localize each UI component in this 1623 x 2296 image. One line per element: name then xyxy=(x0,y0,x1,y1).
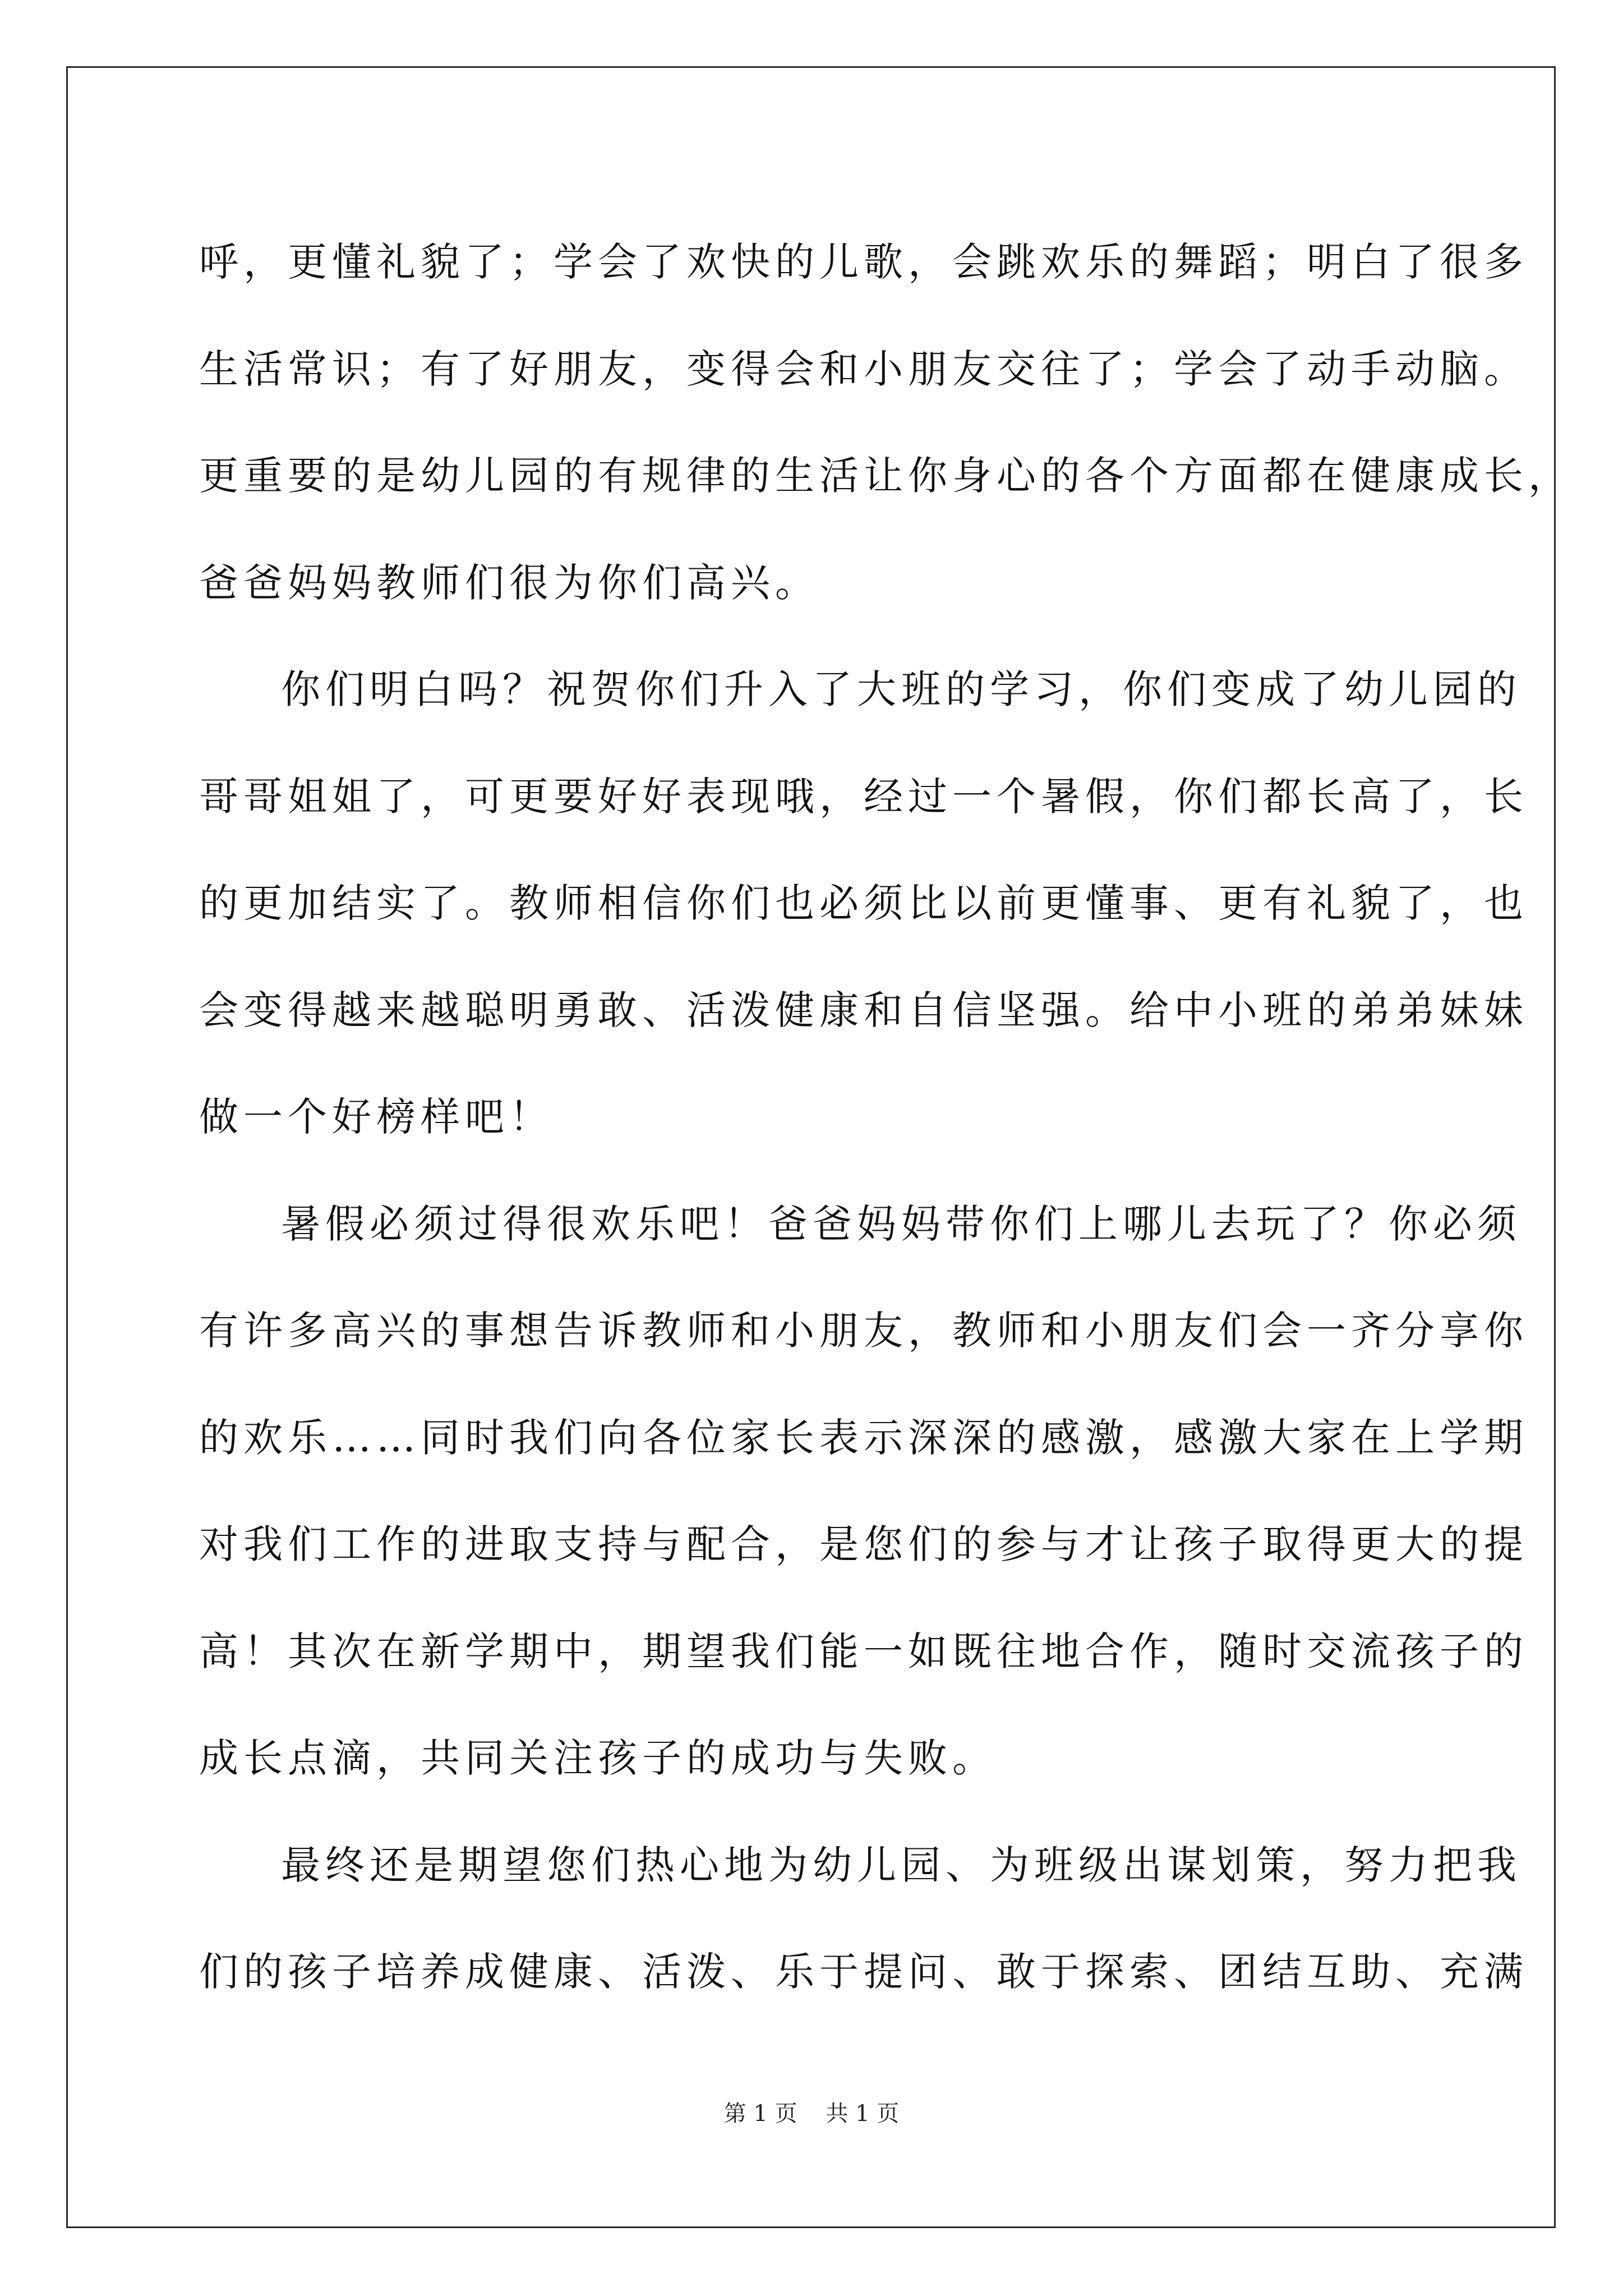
text-line: 们的孩子培养成健康、活泼、乐于提问、敢于探索、团结互助、充满 xyxy=(199,1949,1528,1995)
text-line: 成长点滴，共同关注孩子的成功与失败。 xyxy=(199,1735,997,1781)
paragraph-start-line: 暑假必须过得很欢乐吧！爸爸妈妈带你们上哪儿去玩了？你必须 xyxy=(281,1200,1521,1247)
text-line: 呼，更懂礼貌了；学会了欢快的儿歌，会跳欢乐的舞蹈；明白了很多 xyxy=(199,239,1528,285)
page-footer: 第 1 页 共 1 页 xyxy=(723,2101,900,2127)
text-line: 对我们工作的进取支持与配合，是您们的参与才让孩子取得更大的提 xyxy=(199,1521,1528,1567)
paragraph-start-line: 你们明白吗？祝贺你们升入了大班的学习，你们变成了幼儿园的 xyxy=(281,666,1521,712)
text-line: 爸爸妈妈教师们很为你们高兴。 xyxy=(199,559,819,606)
text-line: 哥哥姐姐了，可更要好好表现哦，经过一个暑假，你们都长高了，长 xyxy=(199,773,1528,820)
text-line: 做一个好榜样吧！ xyxy=(199,1094,554,1140)
text-line: 的欢乐……同时我们向各位家长表示深深的感激，感激大家在上学期 xyxy=(199,1414,1528,1461)
text-line: 的更加结实了。教师相信你们也必须比以前更懂事、更有礼貌了，也 xyxy=(199,880,1528,926)
text-line: 更重要的是幼儿园的有规律的生活让你身心的各个方面都在健康成长， xyxy=(199,453,1573,499)
text-line: 生活常识；有了好朋友，变得会和小朋友交往了；学会了动手动脑。 xyxy=(199,346,1528,392)
text-line: 有许多高兴的事想告诉教师和小朋友，教师和小朋友们会一齐分享你 xyxy=(199,1308,1528,1354)
text-line: 会变得越来越聪明勇敢、活泼健康和自信坚强。给中小班的弟弟妹妹 xyxy=(199,987,1528,1033)
document-body xyxy=(199,209,1573,2026)
paragraph-start-line: 最终还是期望您们热心地为幼儿园、为班级出谋划策，努力把我 xyxy=(281,1842,1521,1888)
text-line: 高！其次在新学期中，期望我们能一如既往地合作，随时交流孩子的 xyxy=(199,1628,1528,1674)
